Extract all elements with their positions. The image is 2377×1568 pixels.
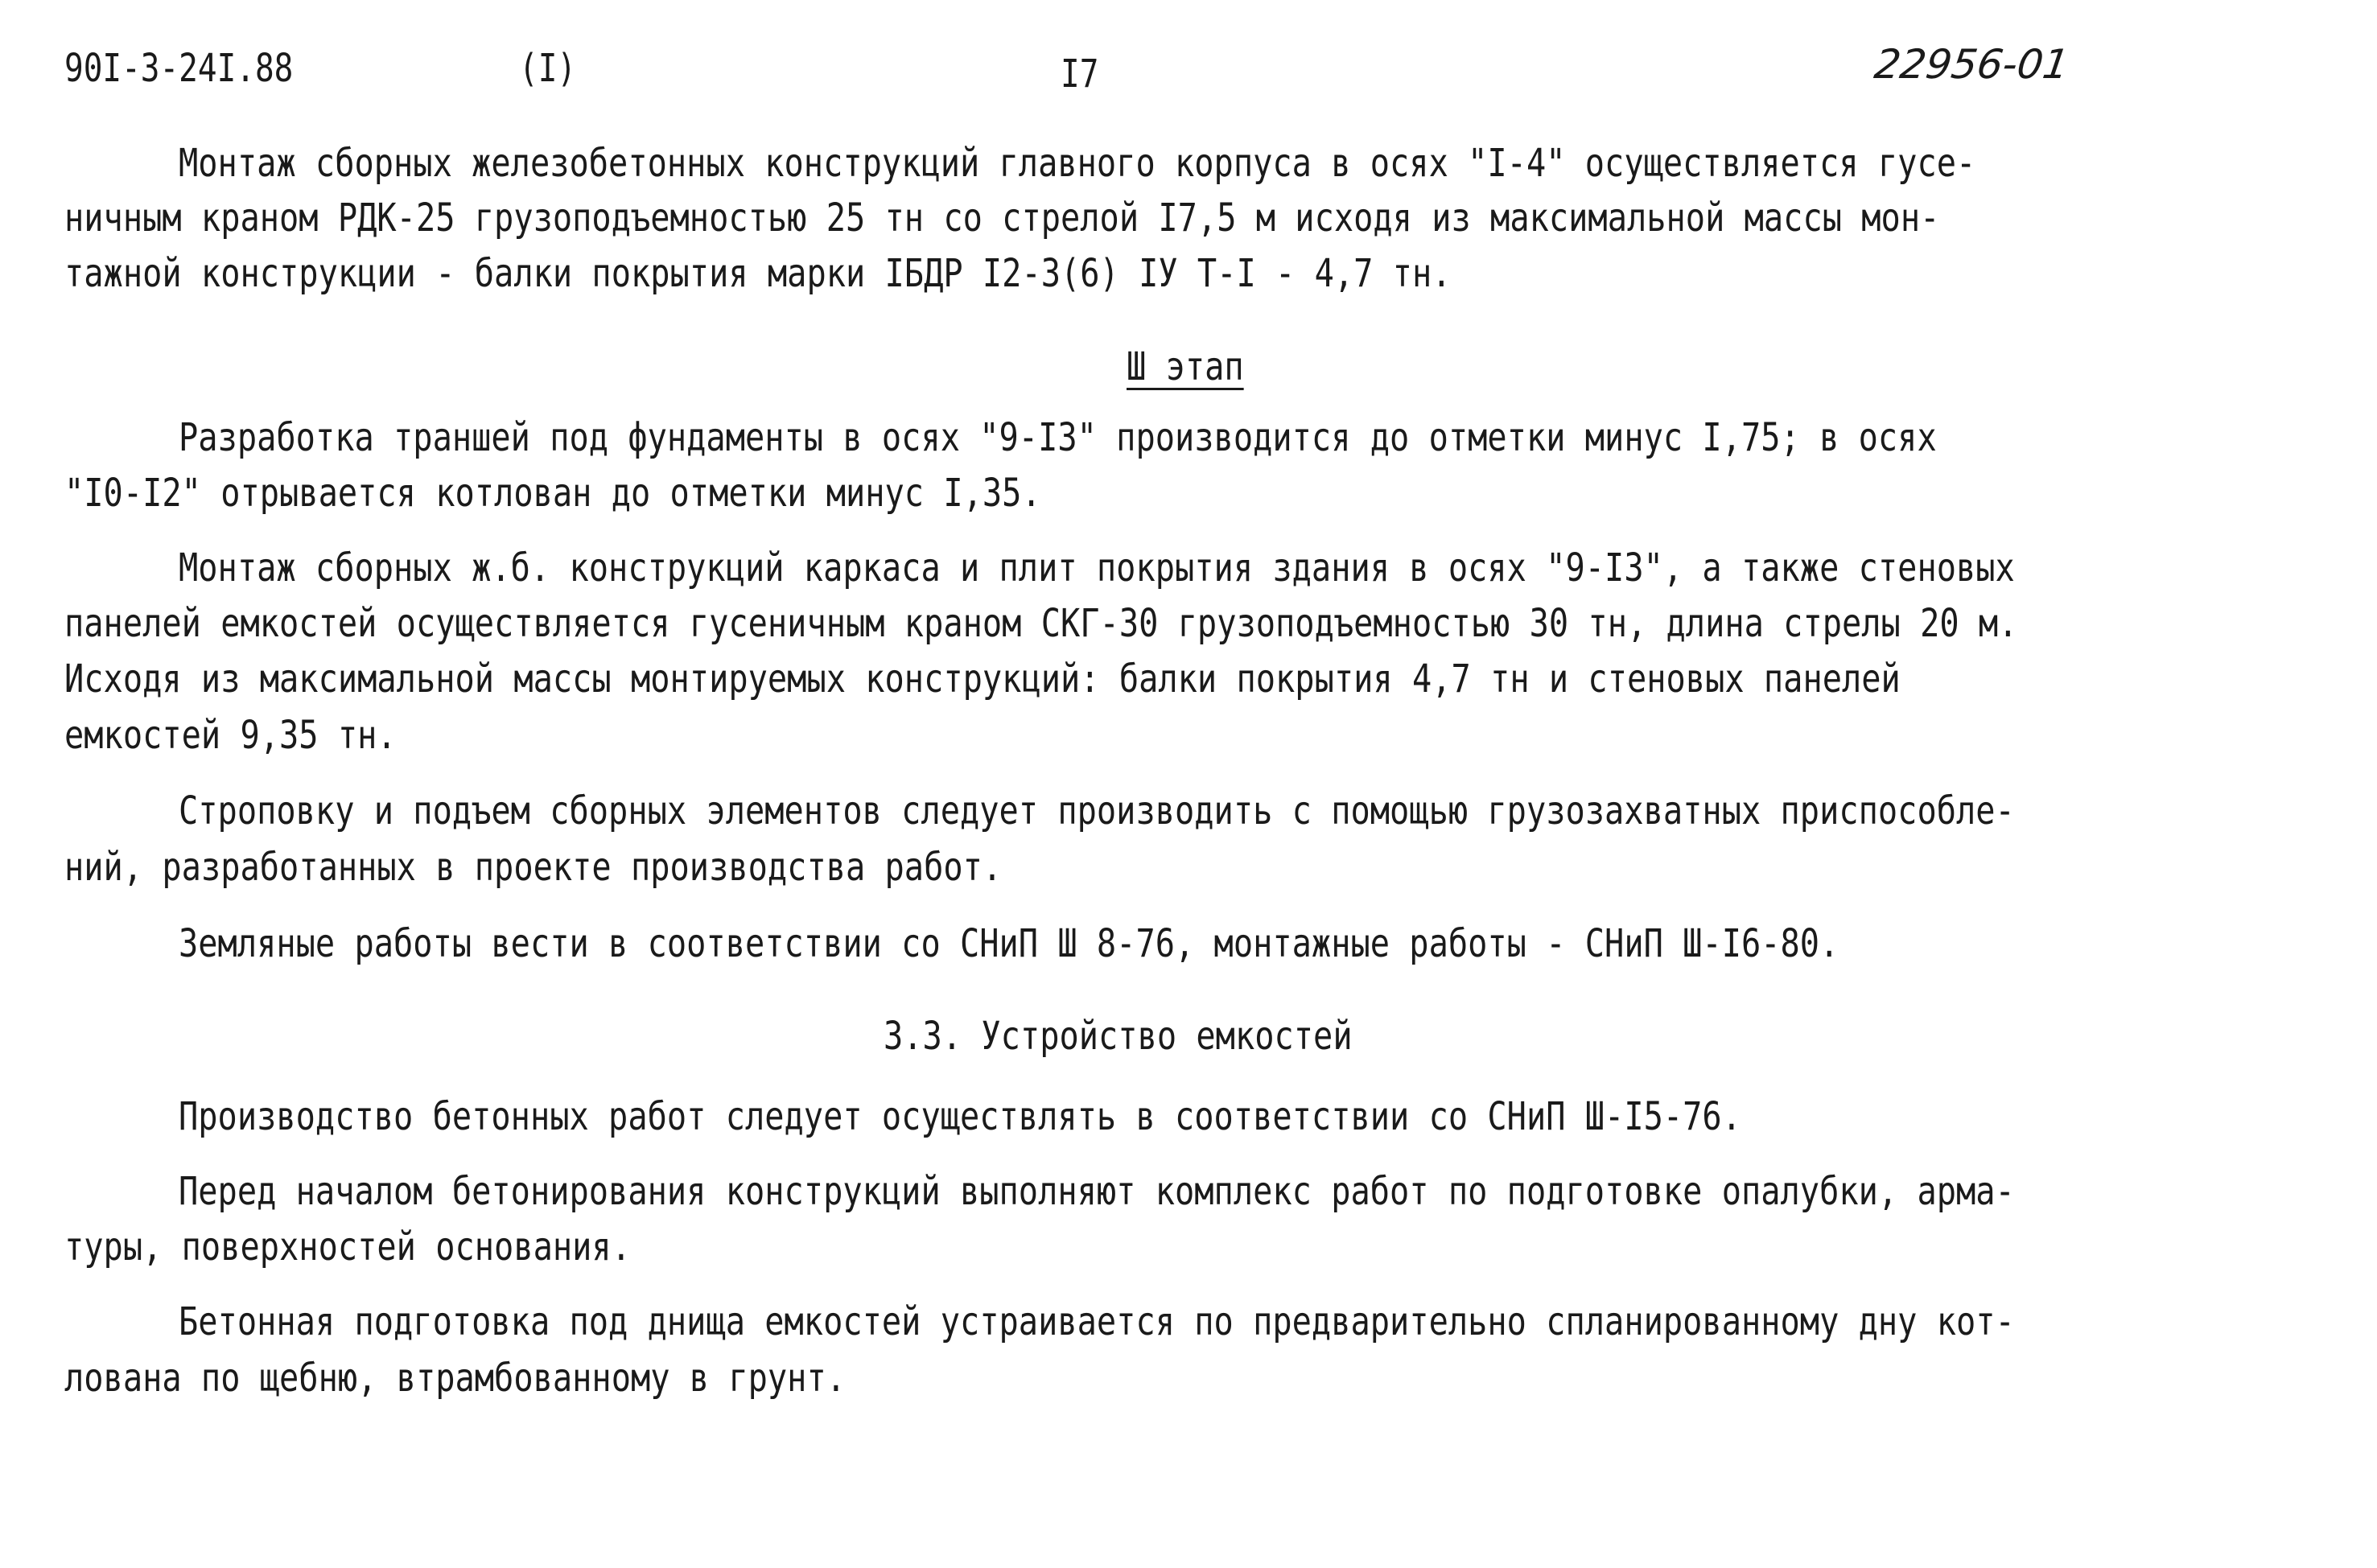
paragraph-line: лована по щебню, втрамбованному в грунт. [64,1356,846,1401]
paragraph-line: панелей емкостей осуществляется гусеничным краном СКГ-30 грузоподъемностью 30 тн, длина стрелы 20 м. [64,601,2018,646]
part-number: (I) [519,46,577,91]
paragraph-line: Перед началом бетонирования конструкций выполняют комплекс работ по подготовке опалубки, арма- [179,1169,2015,1214]
paragraph-line: Исходя из максимальной массы монтируемых конструкций: балки покрытия 4,7 тн и стеновых панелей [64,656,1901,702]
paragraph-line: ний, разработанных в проекте производства работ. [64,845,1003,890]
paragraph-line: тажной конструкции - балки покрытия марки IБДР I2-3(6) IУ Т-I - 4,7 тн. [64,251,1452,296]
paragraph-line: Земляные работы вести в соответствии со СНиП Ш 8-76, монтажные работы - СНиП Ш-I6-80. [179,921,1839,966]
paragraph-line: "I0-I2" отрывается котлован до отметки минус I,35. [64,471,1041,516]
paragraph-line: ничным краном РДК-25 грузоподъемностью 25 тн со стрелой I7,5 м исходя из максимальной массы мон- [64,195,1940,241]
paragraph-line: Бетонная подготовка под днища емкостей устраивается по предварительно спланированному дну кот- [179,1299,2015,1344]
paragraph-line: Разработка траншей под фундаменты в осях "9-I3" производится до отметки минус I,75; в осях [179,415,1937,460]
page-number: I7 [1061,51,1099,97]
paragraph-line: Монтаж сборных железобетонных конструкций главного корпуса в осях "I-4" осуществляется гусе- [179,141,1976,186]
paragraph-line: Производство бетонных работ следует осуществлять в соответствии со СНиП Ш-I5-76. [179,1094,1741,1139]
document-code: 90I-3-24I.88 [64,46,294,91]
paragraph-line: туры, поверхностей основания. [64,1224,631,1270]
paragraph-line: Монтаж сборных ж.б. конструкций каркаса и плит покрытия здания в осях "9-I3", а также стеновых [179,545,2015,591]
section-heading-3-3: 3.3. Устройство емкостей [884,1014,1353,1059]
section-heading-stage-3: Ш этап [1127,344,1244,389]
paragraph-line: емкостей 9,35 тн. [64,713,397,758]
paragraph-line: Строповку и подъем сборных элементов следует производить с помощью грузозахватных приспособле- [179,788,2015,833]
registry-number: 22956-01 [1871,41,2072,88]
